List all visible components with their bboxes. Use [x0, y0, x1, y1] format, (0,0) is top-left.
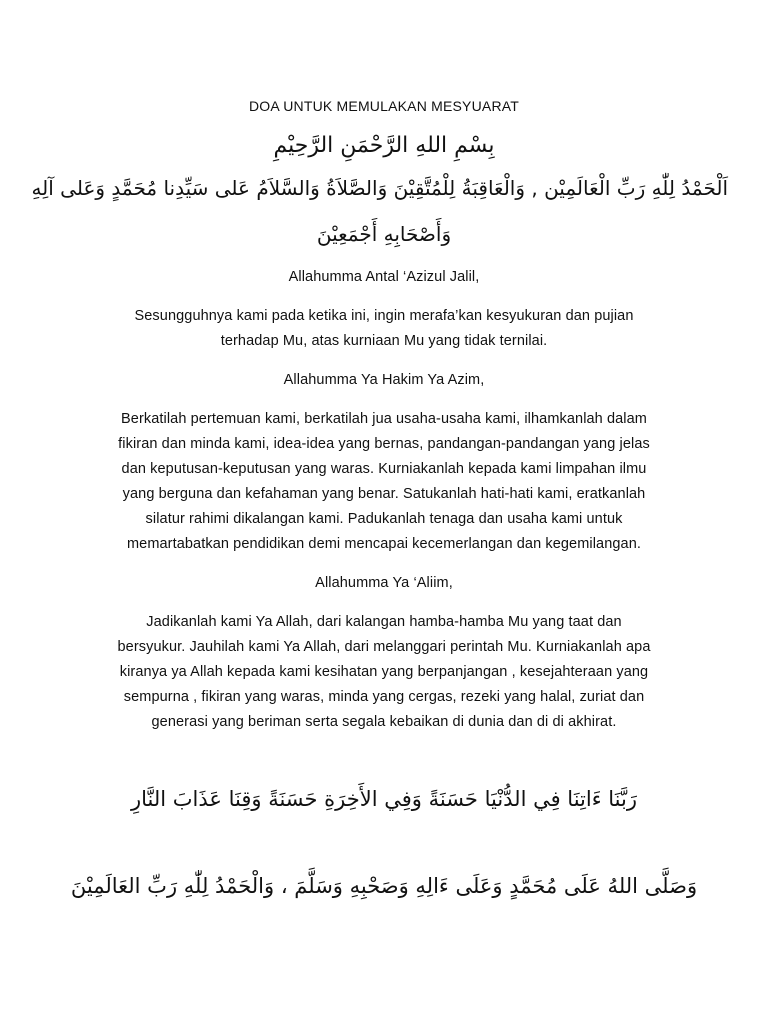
salawat-arabic: وَصَلَّى اللهُ عَلَى مُحَمَّدٍ وَعَلَى ءَالِهِ وَصَحْبِهِ وَسَلَّمَ ، وَالْحَمْدُ لِلّٰهِ رَبِّ العَالَمِيْنَ	[70, 874, 698, 898]
paragraph-3-line: Jadikanlah kami Ya Allah, dari kalangan hamba-hamba Mu yang taat dan	[146, 614, 622, 630]
paragraph-2-line: memartabatkan pendidikan demi mencapai kecemerlangan dan kegemilangan.	[126, 536, 641, 552]
paragraph-3-line: sempurna , fikiran yang waras, minda yang cergas, rezeki yang halal, zuriat dan	[123, 689, 645, 705]
paragraph-1-line: Sesungguhnya kami pada ketika ini, ingin merafa’kan kesyukuran dan pujian	[134, 308, 634, 324]
paragraph-2-line: silatur rahimi dikalangan kami. Padukanlah tenaga dan usaha kami untuk	[145, 511, 623, 527]
paragraph-1-line: terhadap Mu, atas kurniaan Mu yang tidak ternilai.	[220, 333, 548, 349]
document-title: DOA UNTUK MEMULAKAN MESYUARAT	[248, 98, 520, 114]
paragraph-2-line: dan keputusan-keputusan yang waras. Kurniakanlah kepada kami limpahan ilmu	[121, 461, 647, 477]
invocation-3: Allahumma Ya ‘Aliim,	[315, 575, 453, 591]
basmalah: بِسْمِ اللهِ الرَّحْمَنِ الرَّحِيْمِ	[273, 133, 495, 158]
paragraph-2-line: yang berguna dan kefahaman yang benar. Satukanlah hati-hati kami, eratkanlah	[122, 486, 646, 502]
hamd-line-1: اَلْحَمْدُ لِلّٰهِ رَبِّ الْعَالَمِيْن , وَالْعَاقِبَةُ لِلْمُتَّقِيْنَ وَالصَّلاَةُ وَالسَّلاَمُ عَلى سَيِّدِنا مُحَمَّدٍ وَعَلى آلِهِ	[31, 176, 728, 200]
paragraph-2-line: fikiran dan minda kami, idea-idea yang bernas, pandangan-pandangan yang jelas	[118, 436, 650, 452]
hamd-line-2: وَأَصْحَابِهِ أَجْمَعِيْنَ	[316, 222, 452, 246]
paragraph-3-line: bersyukur. Jauhilah kami Ya Allah, dari melanggari perintah Mu. Kurniakanlah apa	[117, 639, 651, 655]
invocation-2: Allahumma Ya Hakim Ya Azim,	[283, 372, 485, 388]
paragraph-3-line: kiranya ya Allah kepada kami kesihatan yang berpanjangan , kesejahteraan yang	[119, 664, 649, 680]
paragraph-3-line: generasi yang beriman serta segala kebaikan di dunia dan di di akhirat.	[151, 714, 617, 730]
invocation-1: Allahumma Antal ‘Azizul Jalil,	[288, 269, 480, 285]
doa-arabic: رَبَّنَا ءَاتِنَا فِي الدُّنْيَا حَسَنَةً وَفِي الأَخِرَةِ حَسَنَةً وَقِنَا عَذَابَ النَّارِ	[130, 787, 637, 811]
paragraph-2-line: Berkatilah pertemuan kami, berkatilah jua usaha-usaha kami, ilhamkanlah dalam	[121, 411, 647, 427]
